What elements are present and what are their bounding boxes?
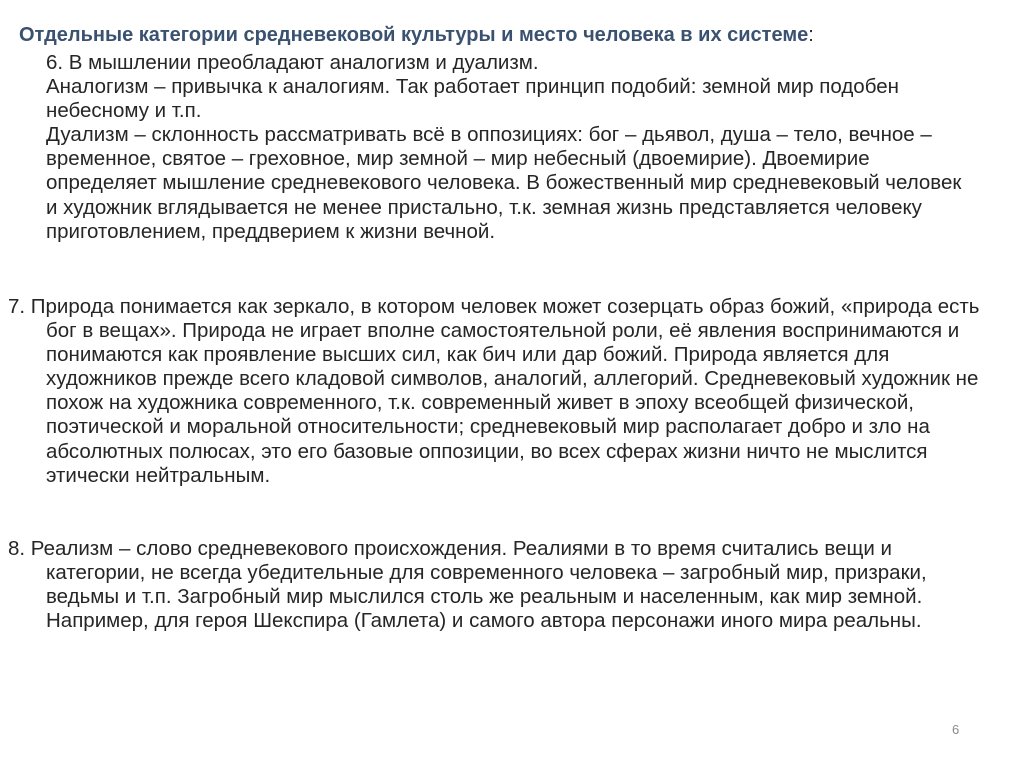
slide-title-colon: : <box>808 24 814 46</box>
slide-title-line <box>19 22 814 48</box>
page-number: 6 <box>952 722 960 737</box>
item-8-text: 8. Реализм – слово средневекового происхождения. Реалиями в то время считались вещи и категории, не всегда убедительные для современного человека – загробный мир, призраки, ведьмы и т.п. Загробный мир мыслился столь же реальным и населенным, как мир земной. Например, для героя Шекспира (Гамлета) и самого автора персонажи иного мира реальны. <box>8 537 927 633</box>
slide-title: Отдельные категории средневековой культуры и место человека в их системе <box>19 24 809 46</box>
item-6-dualism: Дуализм – склонность рассматривать всё в оппозициях: бог – дьявол, душа – тело, вечное – временное, святое – греховное, мир земной – мир небесный (двоемирие). Двоемирие определяет мышление средневекового человека. В божественный мир средневековый человек и художник вглядывается не менее пристально, т.к. земная жизнь представляется человеку приготовлением, преддверием к жизни вечной. <box>46 123 962 243</box>
item-6-block <box>46 51 976 244</box>
item-6-analogism: Аналогизм – привычка к аналогиям. Так работает принцип подобий: земной мир подобен небесному и т.п. <box>46 75 899 123</box>
item-8-block <box>8 537 993 633</box>
item-6-heading: 6. В мышлении преобладают аналогизм и дуализм. <box>46 51 539 74</box>
item-7-block <box>8 295 993 488</box>
item-7-text: 7. Природа понимается как зеркало, в котором человек может созерцать образ божий, «природа есть бог в вещах». Природа не играет вполне самостоятельной роли, её явления воспринимаются и понимаются как проявление высших сил, как бич или дар божий. Природа является для художников прежде всего кладовой символов, аналогий, аллегорий. Средневековый художник не похож на художника современного, т.к. современный живет в эпоху всеобщей физической, поэтической и моральной относительности; средневековый мир располагает добро и зло на абсолютных полюсах, это его базовые оппозиции, во всех сферах жизни ничто не мыслится этически нейтральным. <box>8 295 980 487</box>
